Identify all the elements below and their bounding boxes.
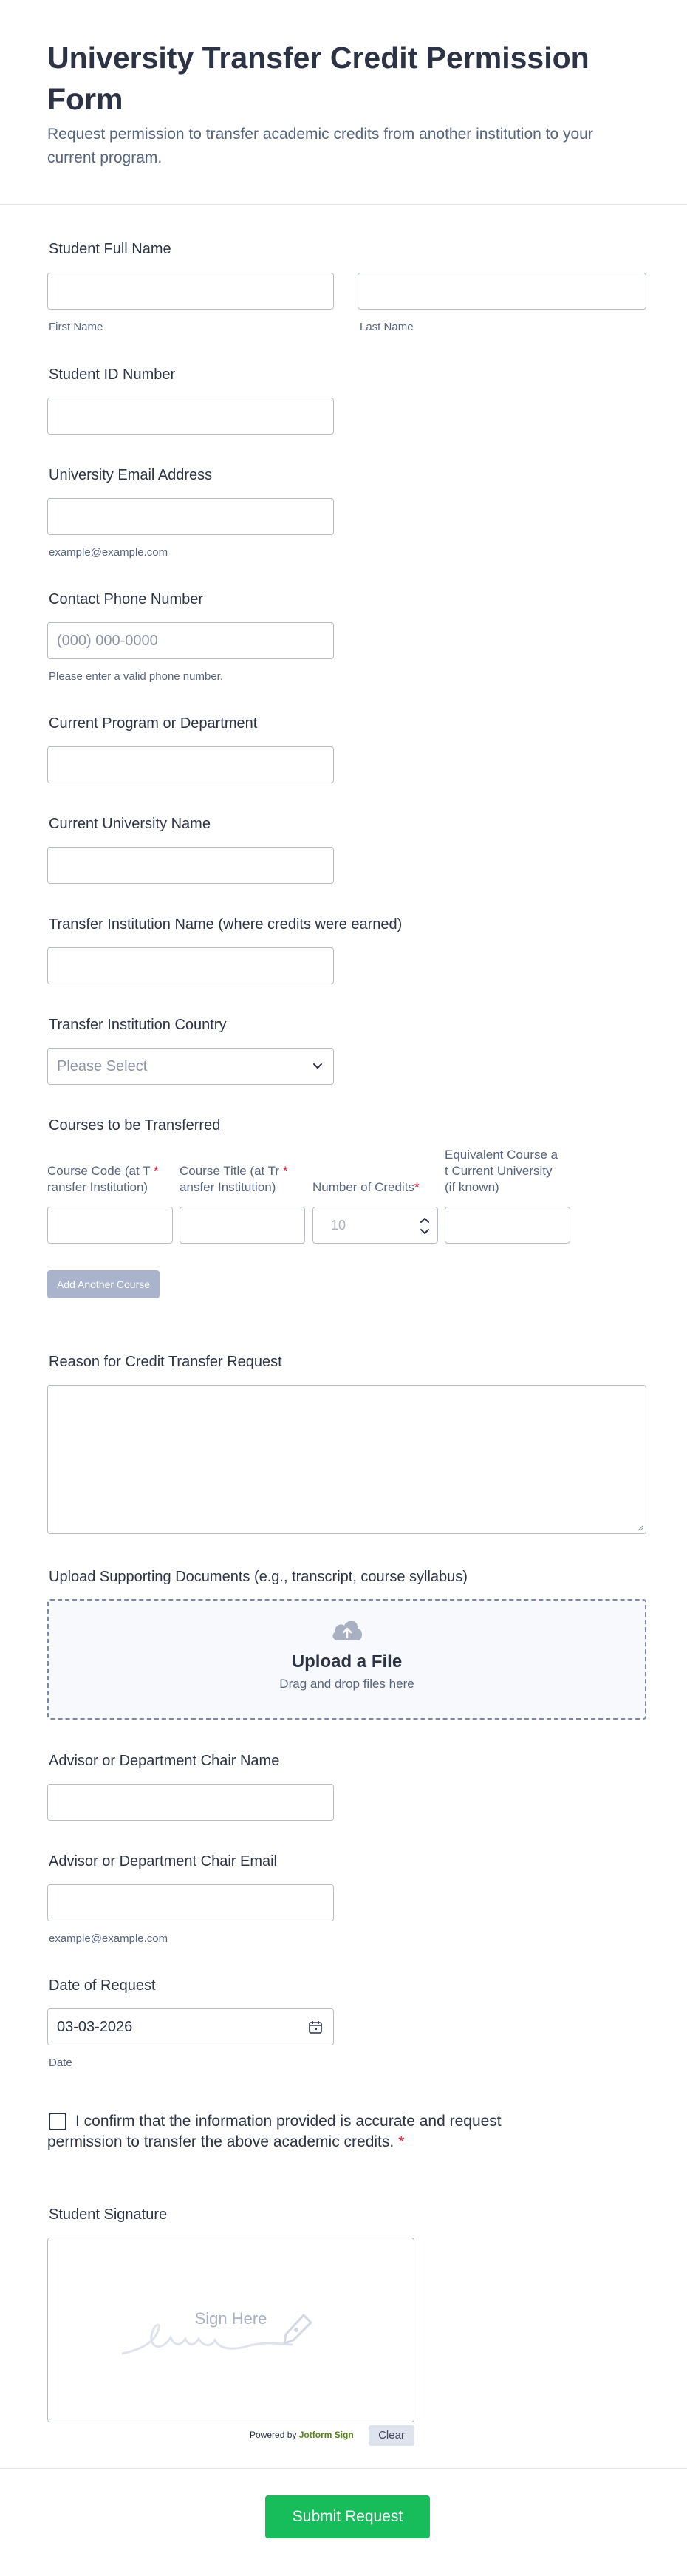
student-id-label: Student ID Number <box>49 367 176 383</box>
program-label: Current Program or Department <box>49 715 258 732</box>
upload-subtitle: Drag and drop files here <box>279 1677 414 1691</box>
reason-textarea[interactable] <box>47 1385 646 1534</box>
advisor-name-label: Advisor or Department Chair Name <box>49 1753 280 1769</box>
reason-label: Reason for Credit Transfer Request <box>49 1354 282 1370</box>
courses-label: Courses to be Transferred <box>49 1117 221 1134</box>
date-sublabel: Date <box>49 2057 72 2069</box>
date-label: Date of Request <box>49 1977 156 1994</box>
advisor-email-label: Advisor or Department Chair Email <box>49 1853 277 1870</box>
transfer-country-select[interactable] <box>47 1048 334 1085</box>
confirm-text: I confirm that the information provided is accurate and request permission to transfer the above academic credits. * <box>47 2113 502 2150</box>
powered-by: Powered by Jotform Sign <box>250 2430 354 2440</box>
calendar-icon[interactable] <box>308 2020 323 2034</box>
clear-signature-button[interactable]: Clear <box>369 2425 414 2446</box>
spinner-arrows-icon[interactable] <box>420 1215 430 1237</box>
phone-sublabel: Please enter a valid phone number. <box>49 670 223 683</box>
signature-label: Student Signature <box>49 2207 168 2223</box>
credits-header: Number of Credits* <box>312 1180 420 1194</box>
date-input[interactable] <box>47 2008 334 2045</box>
equivalent-course-input[interactable] <box>445 1207 570 1244</box>
footer-divider <box>0 2468 687 2469</box>
email-label: University Email Address <box>49 467 213 483</box>
form-subtitle: Request permission to transfer academic credits from another institution to your current program. <box>47 126 593 166</box>
first-name-input[interactable] <box>47 273 334 310</box>
transfer-institution-input[interactable] <box>47 947 334 984</box>
cloud-upload-icon <box>329 1617 365 1643</box>
first-name-sublabel: First Name <box>49 321 103 333</box>
transfer-institution-label: Transfer Institution Name (where credits were earned) <box>49 916 403 933</box>
signature-placeholder: Sign Here <box>194 2309 267 2328</box>
upload-title: Upload a File <box>291 1652 403 1672</box>
last-name-input[interactable] <box>358 273 646 310</box>
chevron-down-icon <box>311 1059 324 1072</box>
last-name-sublabel: Last Name <box>360 321 414 333</box>
email-input[interactable] <box>47 498 334 535</box>
advisor-email-input[interactable] <box>47 1884 334 1921</box>
current-university-label: Current University Name <box>49 816 211 832</box>
student-name-label: Student Full Name <box>49 241 171 257</box>
jotform-sign-logo: Jotform Sign <box>298 2430 354 2440</box>
credits-placeholder: 10 <box>331 1218 346 1233</box>
transfer-country-placeholder: Please Select <box>57 1058 148 1074</box>
current-university-input[interactable] <box>47 847 334 884</box>
form-title: University Transfer Credit Permission Form <box>47 41 589 116</box>
course-title-header: Course Title (at Tr * ansfer Institution) <box>180 1164 288 1194</box>
credits-input[interactable] <box>312 1207 438 1244</box>
file-upload-dropzone[interactable] <box>47 1599 646 1720</box>
form-body <box>0 205 687 2466</box>
course-title-input[interactable] <box>180 1207 305 1244</box>
resize-handle-icon[interactable] <box>636 1524 643 1531</box>
upload-label: Upload Supporting Documents (e.g., transcript, course syllabus) <box>49 1569 468 1585</box>
phone-label: Contact Phone Number <box>49 591 204 607</box>
transfer-country-label: Transfer Institution Country <box>49 1017 227 1033</box>
signature-pad[interactable] <box>47 2238 414 2422</box>
add-course-button[interactable]: Add Another Course <box>47 1270 160 1298</box>
email-sublabel: example@example.com <box>49 546 168 559</box>
advisor-name-input[interactable] <box>47 1784 334 1821</box>
equivalent-course-header: Equivalent Course a t Current University (if known) <box>445 1148 558 1194</box>
submit-button[interactable]: Submit Request <box>265 2495 430 2538</box>
phone-input[interactable] <box>47 622 334 659</box>
form-header <box>0 0 687 205</box>
student-id-input[interactable] <box>47 398 334 435</box>
course-code-input[interactable] <box>47 1207 173 1244</box>
phone-placeholder: (000) 000-0000 <box>57 633 158 649</box>
advisor-email-sublabel: example@example.com <box>49 1932 168 1945</box>
program-input[interactable] <box>47 746 334 783</box>
course-code-header: Course Code (at T * ransfer Institution) <box>47 1164 159 1194</box>
date-value: 03-03-2026 <box>57 2019 133 2035</box>
